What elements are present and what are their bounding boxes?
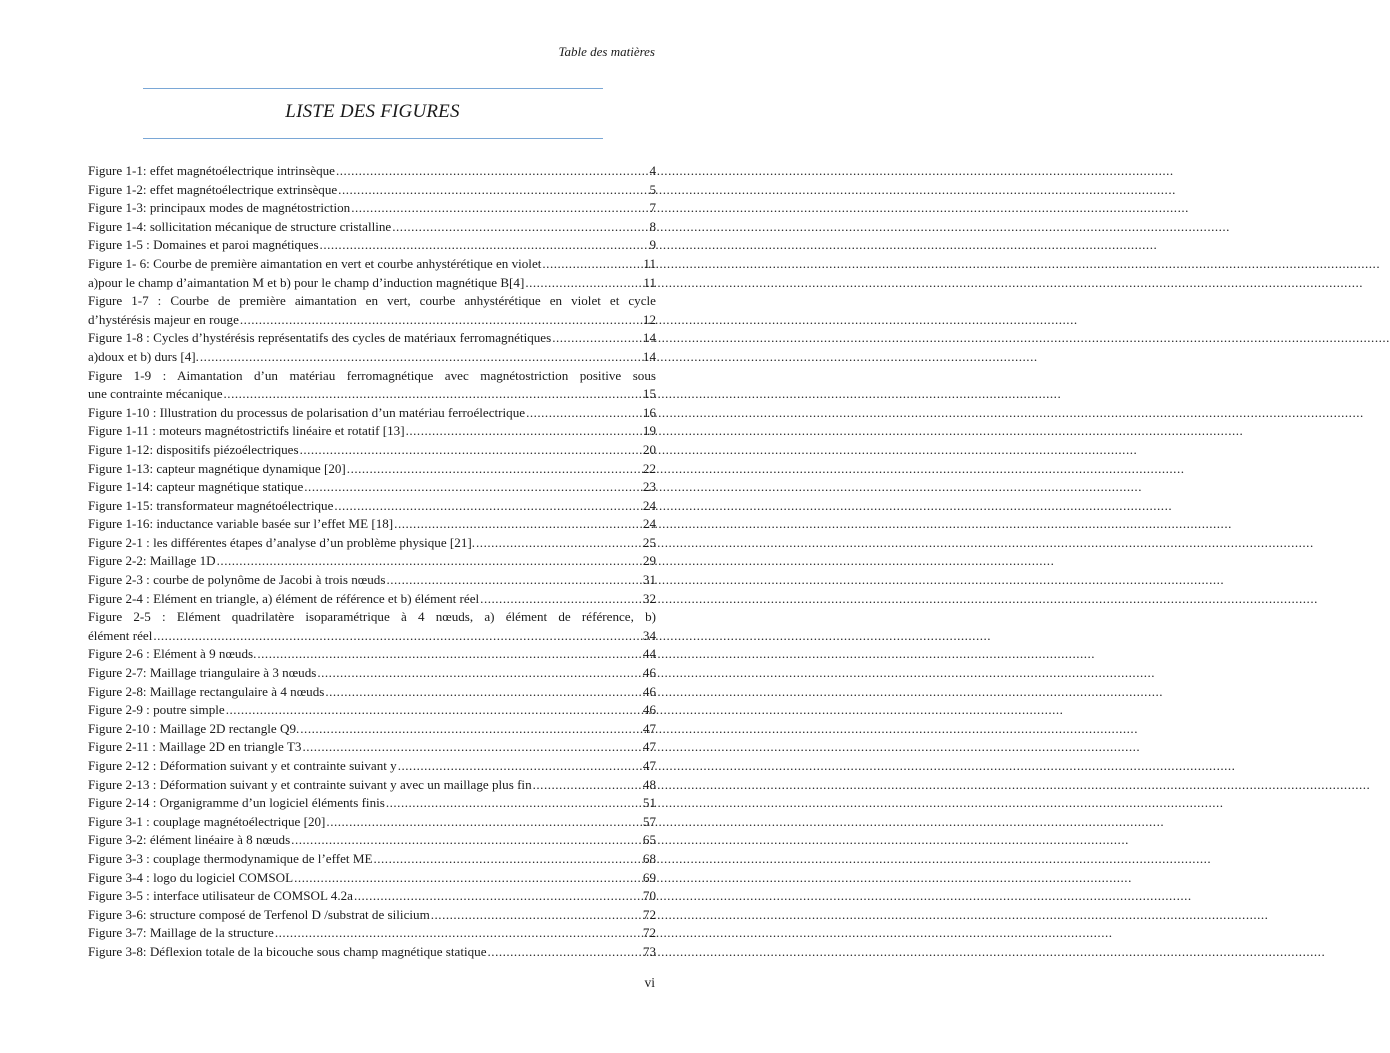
toc-entry-page: 44 [642,646,656,662]
toc-entry-page: 31 [642,572,656,588]
dot-leader [316,664,641,683]
toc-entry-title: a)pour le champ d’aimantation M et b) pour le champ d’induction magnétique B[4] [88,274,525,290]
dot-leader [290,831,641,850]
toc-entry-title: une contrainte mécanique [88,386,223,402]
dot-leader [353,887,641,906]
toc-entry-title: Figure 2-8: Maillage rectangulaire à 4 nœuds [88,683,325,699]
toc-entry-title: Figure 3-3 : couplage thermodynamique de l’effet ME [88,850,373,866]
dot-leader [372,850,640,869]
dot-leader [385,794,641,813]
title-rule-top [143,88,603,89]
toc-entry-title: Figure 3-2: élément linéaire à 8 nœuds [88,832,291,848]
toc-entry-title: d’hystérésis majeur en rouge [88,311,239,327]
figure-list [88,162,656,962]
toc-entry-page: 48 [642,776,656,792]
toc-entry-title: Figure 2-4 : Elément en triangle, a) élément de référence et b) élément réel [88,590,480,606]
toc-entry[interactable] [88,720,656,739]
toc-entry-title: Figure 2-11 : Maillage 2D en triangle T3 [88,739,302,755]
dot-leader [274,924,641,943]
toc-entry[interactable] [88,236,656,255]
toc-entry-page: 24 [642,497,656,513]
toc-entry[interactable] [88,181,656,200]
toc-entry-title: a)doux et b) durs [4]. [88,348,199,364]
toc-entry-title: Figure 1-2: effet magnétoélectrique extrinsèque [88,181,338,197]
toc-entry[interactable] [88,924,656,943]
dot-leader [216,552,641,571]
toc-entry[interactable] [88,255,656,274]
toc-entry[interactable] [88,906,656,925]
toc-entry-title: Figure 2-12 : Déformation suivant y et contrainte suivant y [88,758,397,773]
toc-entry-title: Figure 1-11 : moteurs magnétostrictifs linéaire et rotatif [13] [88,423,405,439]
toc-entry[interactable] [88,627,656,646]
toc-entry-page: 14 [642,348,656,364]
dot-leader [333,497,640,516]
toc-entry-title: Figure 1-8 : Cycles d’hystérésis représentatifs des cycles de matériaux ferromagnétiques [88,330,552,346]
toc-entry[interactable] [88,738,656,757]
toc-entry[interactable] [88,385,656,404]
toc-entry-page: 70 [642,888,656,904]
running-header: Table des matières [558,44,655,59]
toc-entry-first-line[interactable]: Figure 2-5 : Elément quadrilatère isoparamétrique à 4 nœuds, a) élément de référence, b) [88,609,656,625]
dot-leader [391,218,647,237]
toc-entry-page: 14 [642,330,656,346]
toc-entry-title: Figure 1-16: inductance variable basée sur l’effet ME [18] [88,516,394,532]
page-number: vi [644,975,655,990]
dot-leader [239,311,641,330]
toc-entry-page: 46 [642,683,656,699]
toc-entry-page: 51 [642,795,656,811]
dot-leader [152,627,641,646]
dot-leader [475,534,641,553]
toc-entry[interactable] [88,683,656,702]
toc-entry-page: 23 [642,479,656,495]
toc-entry-title: Figure 2-6 : Elément à 9 nœuds. [88,646,257,662]
dot-leader [525,404,641,423]
toc-entry-page: 22 [642,460,656,476]
toc-entry-first-line[interactable]: Figure 1-7 : Courbe de première aimantation en vert, courbe anhystérétique en violet et cycle [88,293,656,309]
toc-entry-page: 32 [642,590,656,606]
toc-entry-page: 24 [642,516,656,532]
toc-entry[interactable] [88,404,656,423]
toc-entry[interactable] [88,218,656,237]
toc-entry-title: Figure 3-4 : logo du logiciel COMSOL [88,869,294,885]
toc-entry[interactable] [88,645,656,664]
toc-entry[interactable] [88,850,656,869]
dot-leader [319,236,648,255]
toc-entry-title: Figure 3-7: Maillage de la structure [88,925,274,941]
toc-entry[interactable] [88,590,656,609]
dot-leader [397,757,641,776]
dot-leader [393,515,641,534]
toc-entry-page: 68 [642,850,656,866]
toc-entry[interactable] [88,311,656,330]
dot-leader [541,255,641,274]
toc-entry-title: Figure 1-14: capteur magnétique statique [88,479,304,495]
dot-leader [299,720,641,739]
toc-entry-page: 34 [642,627,656,643]
toc-entry-page: 47 [642,739,656,755]
toc-entry-page: 7 [649,200,656,216]
toc-entry-title: Figure 1-5 : Domaines et paroi magnétiques [88,237,319,253]
dot-leader [350,199,647,218]
dot-leader [324,683,641,702]
toc-entry-page: 72 [642,906,656,922]
toc-entry-title: Figure 2-13 : Déformation suivant y et contrainte suivant y avec un maillage plus fin [88,776,532,792]
dot-leader [551,329,641,348]
toc-entry-page: 9 [649,237,656,253]
toc-entry[interactable] [88,515,656,534]
toc-entry[interactable] [88,534,656,553]
toc-entry[interactable] [88,831,656,850]
toc-entry[interactable] [88,757,656,776]
toc-entry-title: Figure 2-1 : les différentes étapes d’analyse d’un problème physique [21]. [88,534,476,550]
toc-entry-page: 65 [642,832,656,848]
toc-entry-title: Figure 1-3: principaux modes de magnétostriction [88,200,351,216]
toc-entry[interactable] [88,571,656,590]
toc-entry-page: 57 [642,813,656,829]
toc-entry[interactable] [88,348,656,367]
toc-entry-title: Figure 2-3 : courbe de polynôme de Jacobi à trois nœuds [88,572,386,588]
toc-entry[interactable] [88,552,656,571]
toc-entry-page: 72 [642,925,656,941]
dot-leader [303,478,641,497]
toc-entry-first-line[interactable]: Figure 1-9 : Aimantation d’un matériau ferromagnétique avec magnétostriction positive sous [88,367,656,383]
dot-leader [346,460,641,479]
dot-leader [487,943,641,962]
dot-leader [293,869,641,888]
dot-leader [223,385,641,404]
toc-entry-page: 25 [642,534,656,550]
toc-entry-title: Figure 1-12: dispositifs piézoélectriques [88,441,299,457]
toc-entry[interactable] [88,422,656,441]
dot-leader [301,738,640,757]
toc-entry-title: Figure 3-8: Déflexion totale de la bicouche sous champ magnétique statique [88,943,487,959]
toc-entry-page: 20 [642,441,656,457]
toc-entry[interactable] [88,441,656,460]
toc-entry-page: 12 [642,311,656,327]
toc-entry[interactable] [88,497,656,516]
toc-entry[interactable] [88,943,656,962]
toc-entry-title: Figure 1-4: sollicitation mécanique de structure cristalline [88,218,392,234]
toc-entry-title: Figure 1-13: capteur magnétique dynamique [20] [88,460,346,476]
toc-entry-page: 46 [642,702,656,718]
toc-entry-title: Figure 3-6: structure composé de Terfenol D /substrat de silicium [88,906,430,922]
toc-entry[interactable] [88,776,656,795]
dot-leader [199,348,641,367]
toc-entry[interactable] [88,478,656,497]
toc-entry[interactable] [88,162,656,181]
toc-entry-page: 47 [642,758,656,773]
toc-entry-page: 8 [649,218,656,234]
dot-leader [405,422,641,441]
dot-leader [532,776,641,795]
toc-entry[interactable] [88,199,656,218]
toc-entry-title: Figure 2-14 : Organigramme d’un logiciel éléments finis [88,795,385,811]
toc-entry[interactable] [88,869,656,888]
dot-leader [430,906,641,925]
toc-entry[interactable] [88,794,656,813]
toc-entry-title: Figure 3-5 : interface utilisateur de COMSOL 4.2a [88,888,353,904]
toc-entry-page: 5 [649,181,656,197]
toc-entry-page: 11 [643,274,656,290]
toc-entry-title: Figure 2-9 : poutre simple [88,702,225,718]
dot-leader [524,274,641,293]
title-rule-bottom [143,138,603,139]
toc-entry[interactable] [88,329,656,348]
dot-leader [325,813,640,832]
dot-leader [337,181,647,200]
toc-entry[interactable] [88,701,656,720]
dot-leader [299,441,641,460]
toc-entry-page: 47 [642,720,656,736]
toc-entry-page: 15 [642,386,656,402]
toc-entry-title: Figure 1-1: effet magnétoélectrique intrinsèque [88,163,335,178]
toc-entry-page: 19 [642,423,656,439]
toc-entry-title: Figure 1-15: transformateur magnétoélectrique [88,497,334,513]
toc-entry-page: 73 [642,943,656,959]
toc-entry[interactable] [88,813,656,832]
toc-entry[interactable] [88,274,656,293]
toc-entry-page: 11 [643,255,656,271]
toc-entry[interactable] [88,664,656,683]
dot-leader [256,645,641,664]
dot-leader [335,162,647,181]
dot-leader [479,590,641,609]
dot-leader [385,571,640,590]
page-title: LISTE DES FIGURES [285,101,460,122]
toc-entry-title: Figure 1- 6: Courbe de première aimantation en vert et courbe anhystérétique en violet [88,255,542,271]
toc-entry[interactable] [88,460,656,479]
toc-entry-page: 4 [649,163,656,178]
toc-entry-title: Figure 2-2: Maillage 1D [88,553,216,569]
toc-entry-page: 69 [642,869,656,885]
toc-entry[interactable] [88,887,656,906]
toc-entry-page: 46 [642,665,656,681]
toc-entry-title: Figure 2-10 : Maillage 2D rectangle Q9. [88,720,300,736]
dot-leader [225,701,641,720]
toc-entry-page: 16 [642,404,656,420]
toc-entry-title: Figure 2-7: Maillage triangulaire à 3 nœuds [88,665,317,681]
toc-entry-title: Figure 1-10 : Illustration du processus de polarisation d’un matériau ferroélectrique [88,404,526,420]
toc-entry-page: 29 [642,553,656,569]
toc-entry-title: Figure 3-1 : couplage magnétoélectrique [20] [88,813,326,829]
toc-entry-title: élément réel [88,627,153,643]
